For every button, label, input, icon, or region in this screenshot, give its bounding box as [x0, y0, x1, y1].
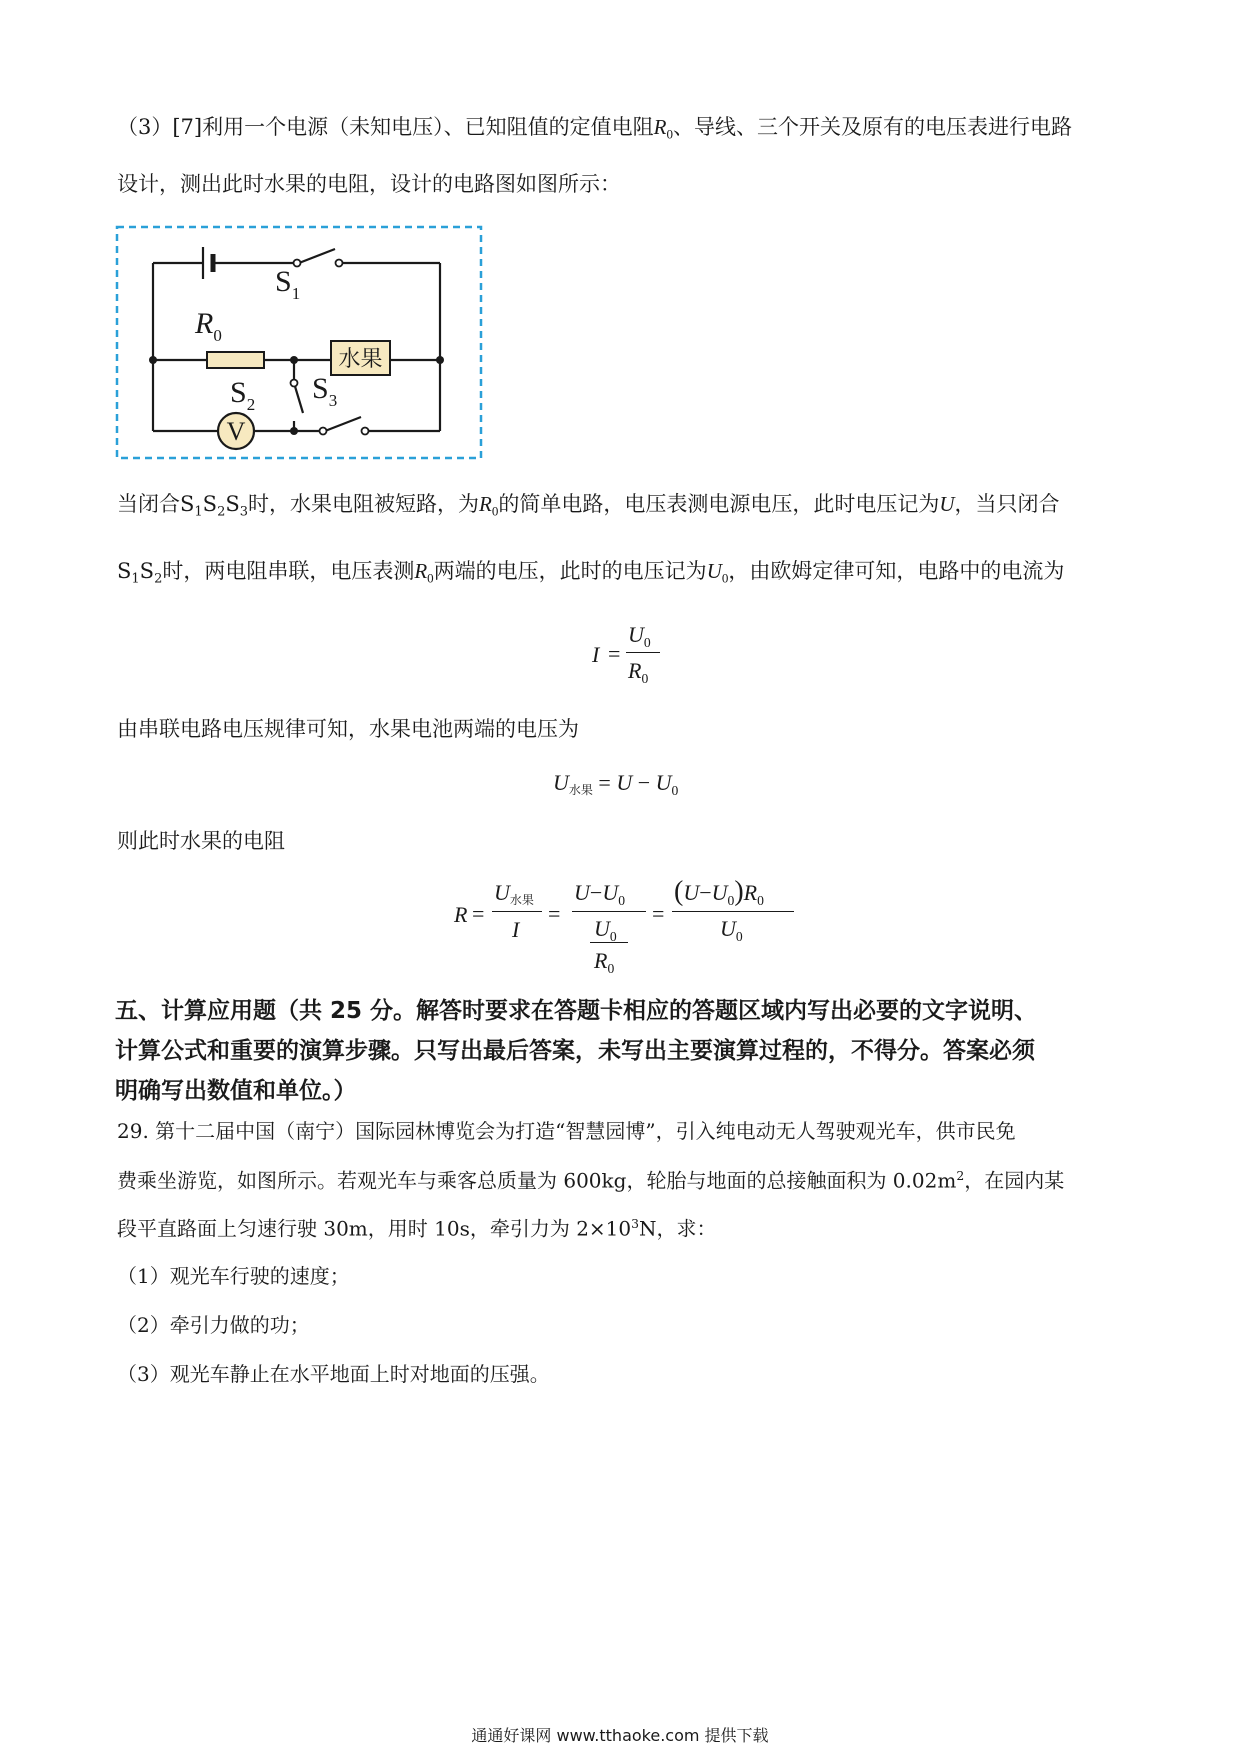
resistor-r0: [207, 352, 264, 368]
voltmeter-label: V: [226, 417, 246, 446]
part3-line1: （3）[7]利用一个电源（未知电压）、已知阻值的定值电阻$R_0$、导线、三个开关及原有的电压表进行电路: [117, 115, 1072, 142]
q29-sub1: （1）观光车行驶的速度；: [117, 1264, 350, 1288]
q29-sub2: （2）牵引力做的功；: [117, 1313, 310, 1337]
explain-line3: 由串联电路电压规律可知，水果电池两端的电压为: [117, 717, 579, 741]
explain-line2: $S_1S_2$时，两电阻串联，电压表测$R_0$两端的电压，此时的电压记为$U_0$，由欧姆定律可知，电路中的电流为: [117, 559, 1065, 587]
label-r0: $R_0$: [195, 307, 222, 345]
circuit-diagram: [115, 225, 485, 460]
label-s2: $S_2$: [230, 376, 256, 414]
page-footer: 通通好课网 www.tthaoke.com 提供下载: [471, 1726, 769, 1745]
q29-line2: 费乘坐游览，如图所示。若观光车与乘客总质量为 600kg，轮胎与地面的总接触面积为 $0.02m^2$，在园内某: [117, 1168, 1065, 1193]
formula-resistance: R = $U_{水果}$ I = $U-U_0$ $U_0$ $R_0$ = $(U-U_0)R_0$ $U_0$: [454, 878, 814, 988]
explain-line4: 则此时水果的电阻: [117, 829, 285, 853]
label-s1: $S_1$: [275, 265, 301, 303]
label-s3: $S_3$: [312, 372, 338, 410]
section5-line2: 计算公式和重要的演算步骤。只写出最后答案，未写出主要演算过程的，不得分。答案必须: [115, 1038, 1035, 1064]
explain-line1: 当闭合$S_1S_2S_3$时，水果电阻被短路，为$R_0$的简单电路，电压表测电源电压，此时电压记为U，当只闭合: [117, 492, 1060, 520]
part3-line2: 设计，测出此时水果的电阻，设计的电路图如图所示：: [117, 172, 621, 196]
r0-inline: $R_0$: [653, 115, 673, 142]
q29-line3: 段平直路面上匀速行驶 30m，用时 10s，牵引力为 $2\times 10^3N$，求：: [117, 1216, 717, 1241]
section5-line3: 明确写出数值和单位。）: [115, 1078, 357, 1104]
fruit-label: 水果: [338, 347, 383, 372]
formula-current: I = $U_0$ $R_0$: [590, 622, 670, 688]
q29-line1: 29. 第十二届中国（南宁）国际园林博览会为打造“智慧园博”，引入纯电动无人驾驶观光车，供市民免: [117, 1119, 1016, 1143]
section5-line1: 五、计算应用题（共 25 分。解答时要求在答题卡相应的答题区域内写出必要的文字说明、: [115, 998, 1038, 1024]
formula-fruit-voltage: $U_{水果} = U - U_0$: [553, 770, 679, 798]
q29-sub3: （3）观光车静止在水平地面上时对地面的压强。: [117, 1362, 550, 1386]
